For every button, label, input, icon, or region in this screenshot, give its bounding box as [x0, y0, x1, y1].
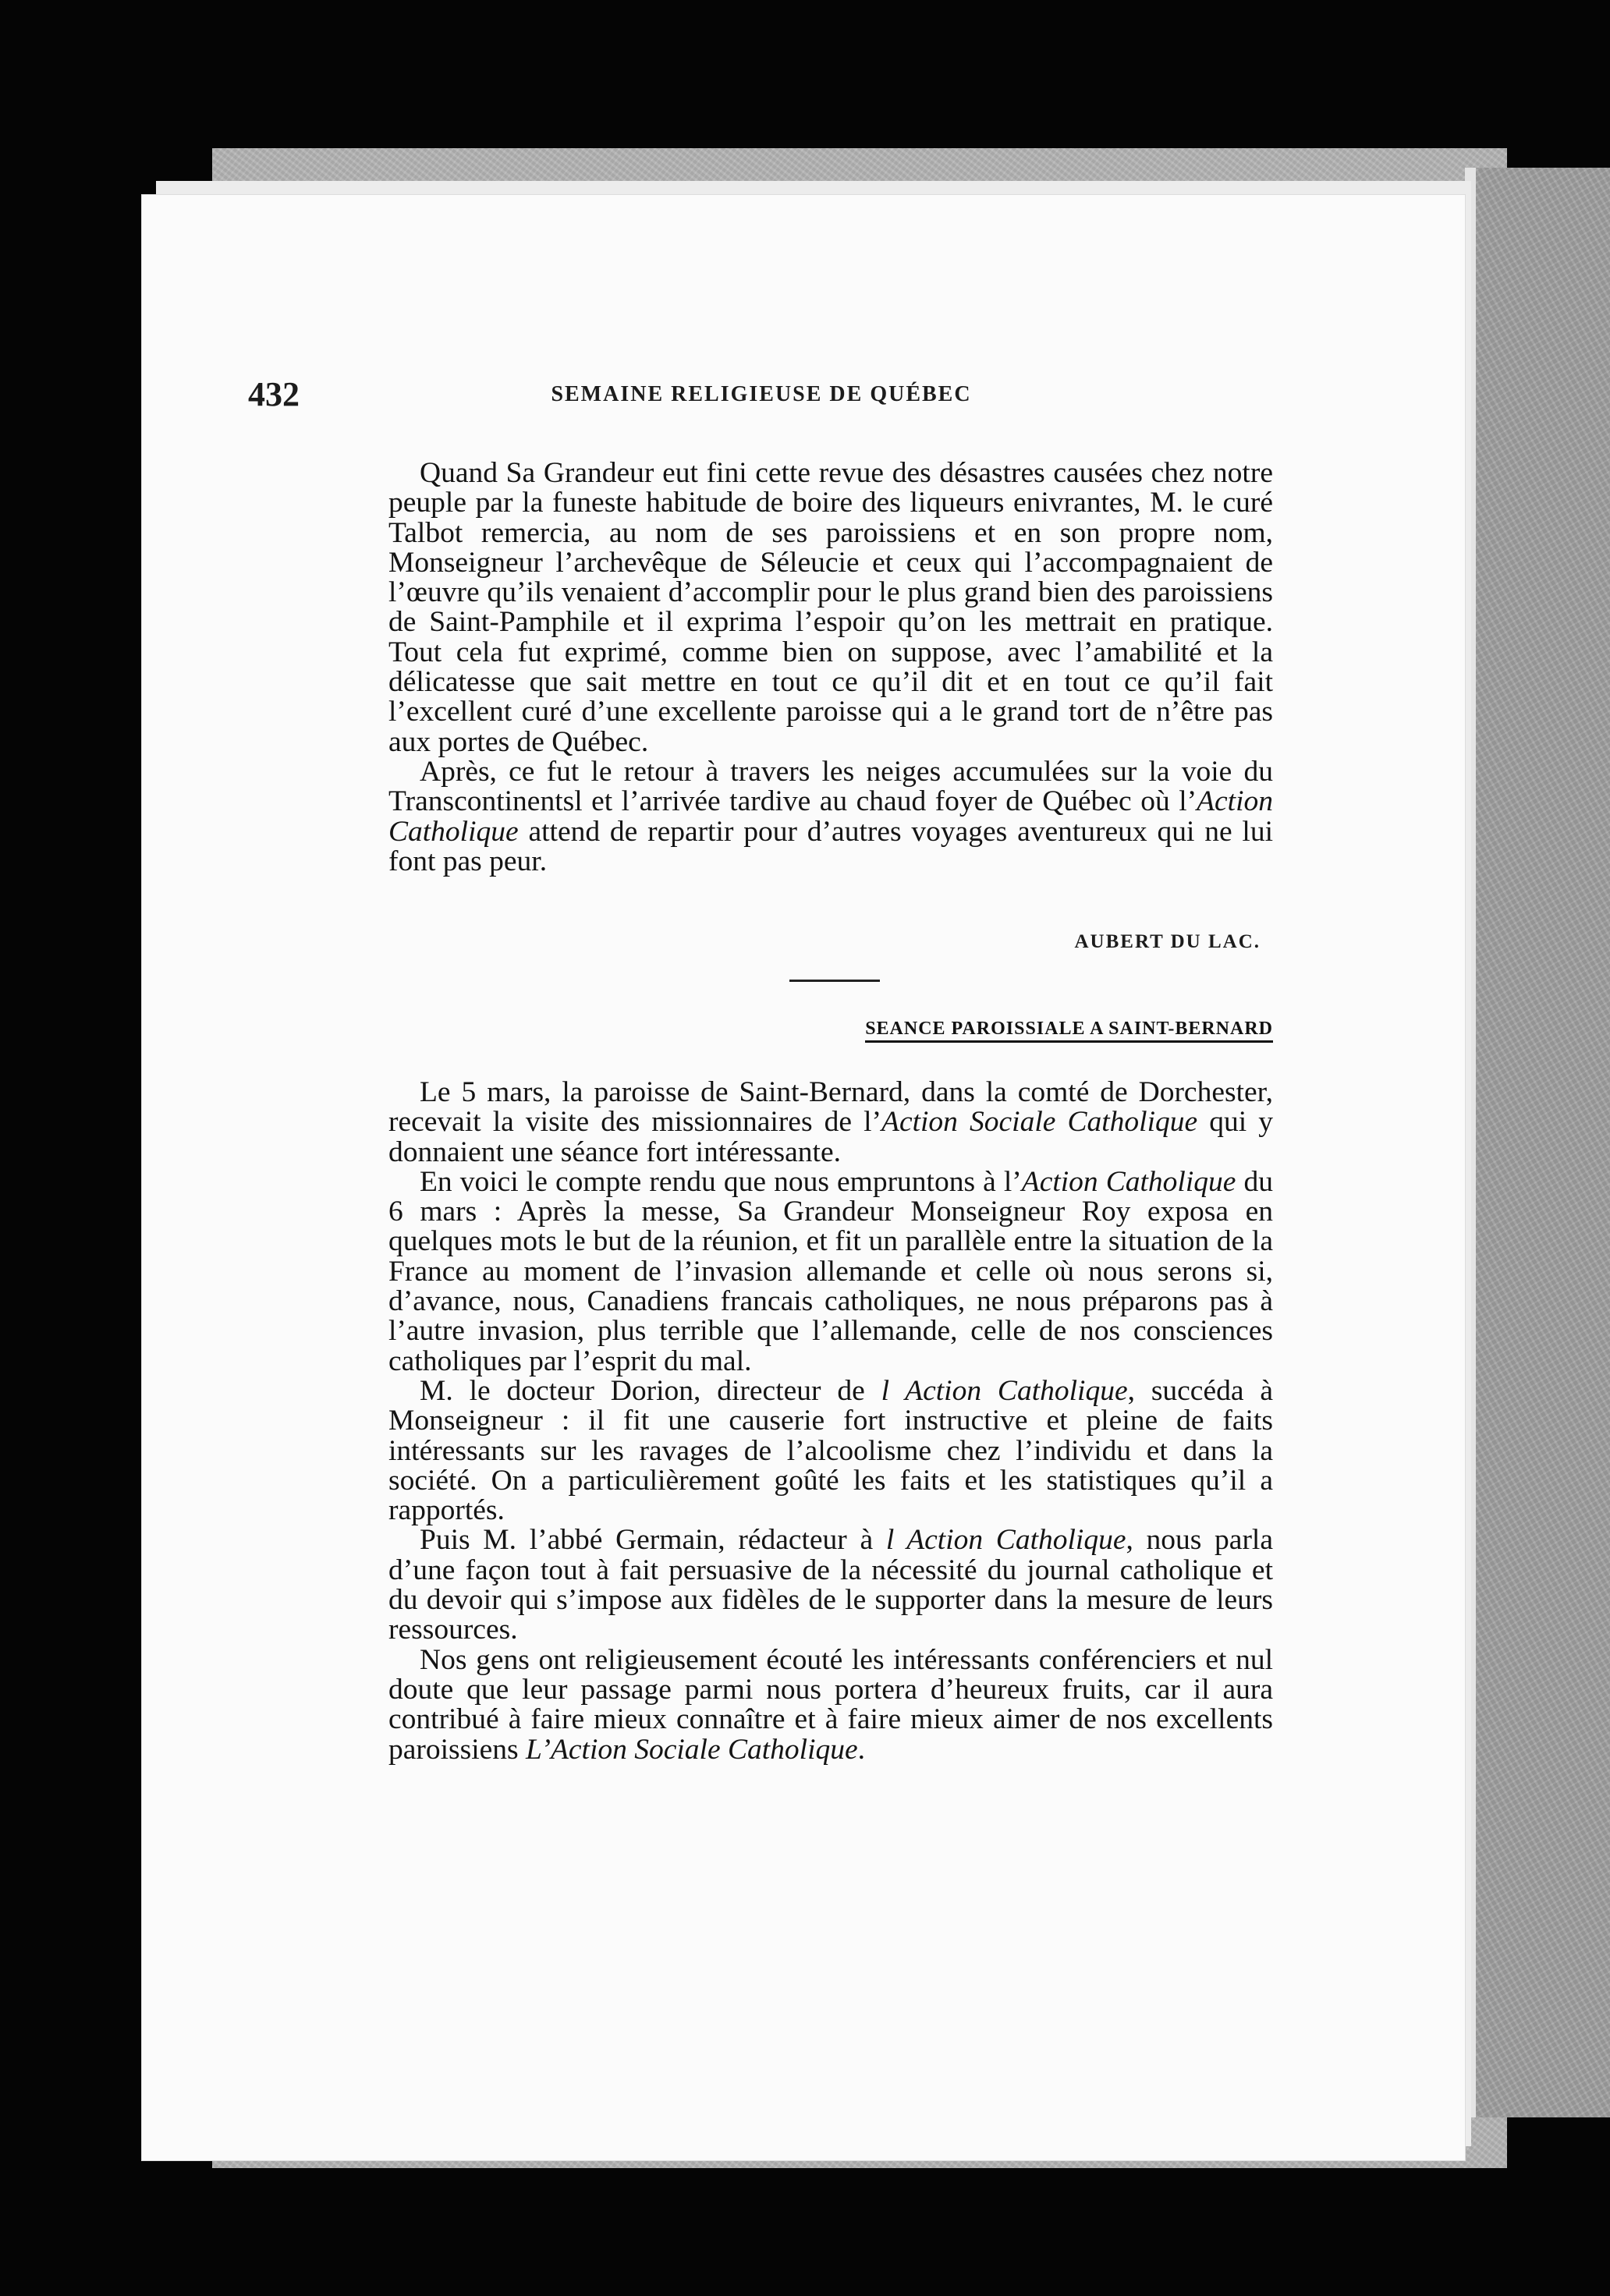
running-head: SEMAINE RELIGIEUSE DE QUÉBEC	[551, 382, 972, 406]
italic-publication-name: Action Sociale Catholique	[881, 1106, 1198, 1139]
italic-publication-name: l Action Catholique	[881, 1374, 1128, 1407]
page-number: 432	[248, 375, 300, 413]
page-header	[248, 374, 1275, 418]
paragraph: Après, ce fut le retour à travers les neiges accumulées sur la voie du Transcontinentsl et l’arrivée tardive au chaud foyer de Québec où l’Action Catholique attend de repartir pour d’autres voyages aventureux qui ne lui font pas peur.	[388, 755, 1273, 877]
italic-publication-name: L’Action Sociale Catholique	[526, 1733, 858, 1766]
italic-publication-name: l Action Catholique	[885, 1524, 1126, 1557]
article-signature: AUBERT DU LAC.	[1074, 931, 1261, 952]
paragraph: Quand Sa Grandeur eut fini cette revue des désastres causées chez notre peuple par la funeste habitude de boire des liqueurs enivrantes, M. le curé Talbot remercia, au nom de ses paroissiens et en son propre nom, Monseigneur l’archevêque de Séleucie et ceux qui l’accompagnaient de l’œuvre qu’ils venaient d’accomplir pour le plus grand bien des paroissiens de Saint-Pamphile et il exprima l’espoir qu’on les mettrait en pratique. Tout cela fut exprimé, comme bien on suppose, avec l’amabilité et la délicatesse que sait mettre en tout ce qu’il dit et en tout ce qu’il fait l’excellent curé d’une excellente paroisse qui a le grand tort de n’être pas aux portes de Québec.	[388, 457, 1273, 758]
paragraph: M. le docteur Dorion, directeur de l Action Catholique, succéda à Monseigneur : il fit une causerie fort instructive et pleine de faits intéressants sur les ravages de l’alcoolisme chez l’individu et dans la société. On a particulièrement goûté les faits et les statistiques qu’il a rapportés.	[388, 1374, 1273, 1527]
paragraph: En voici le compte rendu que nous empruntons à l’Action Catholique du 6 mars : Après la messe, Sa Grandeur Monseigneur Roy exposa en quelques mots le but de la réunion, et fit un parallèle entre la situation de la France au moment de l’invasion allemande et celle où nous serons si, d’avance, nous, Canadiens francais catholiques, ne nous préparons pas à l’autre invasion, plus terrible que l’allemande, celle de nos consciences catholiques par l’esprit du mal.	[388, 1165, 1274, 1377]
italic-publication-name: Action Catholique	[388, 785, 1273, 848]
paragraph: Nos gens ont religieusement écouté les intéressants conférenciers et nul doute que leur passage parmi nous portera d’heureux fruits, car il aura contribué à faire mieux connaître et à faire mieux aimer de nos excellents paroissiens L’Action Sociale Catholique.	[388, 1643, 1273, 1766]
section-title: SEANCE PAROISSIALE A SAINT-BERNARD	[388, 1019, 1273, 1040]
italic-publication-name: Action Catholique	[1021, 1165, 1236, 1198]
grey-background-right	[1476, 168, 1610, 2117]
article-two-body	[388, 1078, 1273, 1765]
section-divider	[789, 980, 880, 982]
paragraph: Puis M. l’abbé Germain, rédacteur à l Action Catholique, nous parla d’une façon tout à fait persuasive de la nécessité du journal catholique et du devoir qui s’impose aux fidèles de le supporter dans la mesure de leurs ressources.	[388, 1524, 1273, 1646]
article-one-body	[388, 459, 1273, 877]
paragraph: Le 5 mars, la paroisse de Saint-Bernard, dans la comté de Dorchester, recevait la visite des missionnaires de l’Action Sociale Catholique qui y donnaient une séance fort intéressante.	[388, 1076, 1273, 1168]
